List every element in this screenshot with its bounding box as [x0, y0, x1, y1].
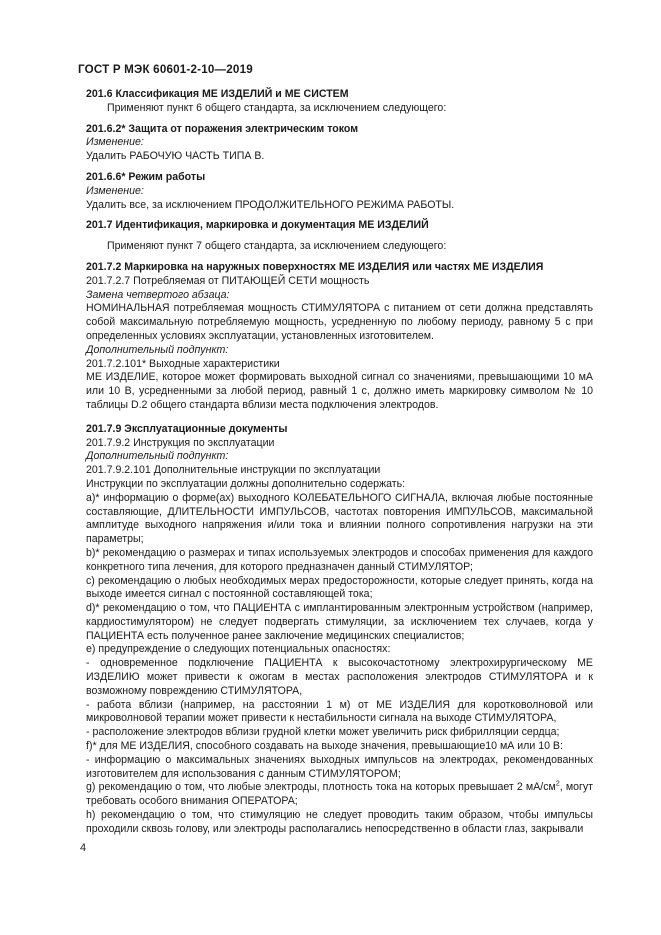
subsection-title: 201.7.9.2.101 Дополнительные инструкции по эксплуатации: [86, 464, 381, 477]
list-item-c: c) рекомендацию о любых необходимых мерах предосторожности, которые следует принять, когда на выходе имеется сигнал с постоянной составляющей тока;: [86, 574, 593, 601]
subsection-title: 201.7.2.101* Выходные характеристики: [86, 357, 280, 370]
list-subitem: - одновременное подключение ПАЦИЕНТА к высокочастотному электрохирургическому МЕ ИЗДЕЛИЮ может привести к ожогам в местах расположения электродов СТИМУЛЯТОРА и к возможному повреждению СТИМУЛЯТОРА,: [86, 657, 593, 697]
list-item-a: a)* информацию о форме(ах) выходного КОЛЕБАТЕЛЬНОГО СИГНАЛА, включая любые постоянные составляющие, ДЛИТЕЛЬНОСТИ ИМПУЛЬСОВ, частотах повторения ИМПУЛЬСОВ, максимальной амплитуде выходного напряжения и/или тока и влиянии полного сопротивления нагрузки на эти параметры;: [86, 491, 593, 546]
paragraph: НОМИНАЛЬНАЯ потребляемая мощность СТИМУЛЯТОРА с питанием от сети должна представлять собой максимальную потребляемую мощность, усредненную по любому периоду, равному 5 с при определенных условиях эксплуатации, установленных изготовителем.: [86, 302, 593, 342]
document-header: ГОСТ Р МЭК 60601-2-10—2019: [78, 63, 253, 76]
paragraph: Инструкции по эксплуатации должны дополнительно содержать:: [86, 477, 406, 490]
paragraph: МЕ ИЗДЕЛИЕ, которое может формировать выходной сигнал со значениями, превышающими 10 мА или 10 В, усредненными за любой период, равный 1 с, должно иметь маркировку символом № 10 таблицы D.2 общего стандарта вблизи места подключения электродов.: [86, 371, 593, 411]
subsection-title: 201.7.2.7 Потребляемая от ПИТАЮЩЕЙ СЕТИ мощность: [86, 274, 370, 287]
italic-note: Дополнительный подпункт:: [86, 450, 229, 463]
section-heading-201-7-9: 201.7.9 Эксплуатационные документы: [86, 422, 288, 435]
page-number: 4: [80, 842, 87, 854]
document-body: [86, 88, 593, 837]
list-item-h: h) рекомендацию о том, что стимуляцию не следует проводить таким образом, чтобы импульсы проходили сквозь голову, или электроды располагались непосредственно в области глаз, закрывали: [86, 809, 593, 835]
italic-note: Изменение:: [86, 184, 144, 197]
italic-note: Дополнительный подпункт:: [86, 343, 229, 356]
list-item-f: f)* для МЕ ИЗДЕЛИЯ, способного создавать на выходе значения, превышающие10 мА или 10 В:: [86, 740, 563, 753]
section-heading-201-7: 201.7 Идентификация, маркировка и документация МЕ ИЗДЕЛИЙ: [86, 219, 429, 232]
paragraph: Применяют пункт 7 общего стандарта, за исключением следующего:: [107, 240, 447, 253]
list-item-g: [86, 781, 593, 809]
paragraph: Удалить все, за исключением ПРОДОЛЖИТЕЛЬНОГО РЕЖИМА РАБОТЫ.: [86, 198, 455, 211]
italic-note: Замена четвертого абзаца:: [86, 288, 230, 301]
subsection-title: 201.7.9.2 Инструкция по эксплуатации: [86, 436, 275, 449]
italic-note: Изменение:: [86, 136, 144, 149]
superscript: 2: [555, 780, 560, 788]
list-item-b: b)* рекомендацию о размерах и типах используемых электродов и способах применения для каждого конкретного типа лечения, для которого предназначен данный СТИМУЛЯТОР;: [86, 546, 593, 573]
list-subitem: - информацию о максимальных значениях выходных импульсов на электродах, рекомендованных изготовителем для использования с данным СТИМУЛЯТОРОМ;: [86, 753, 593, 780]
list-subitem: - расположение электродов вблизи грудной клетки может увеличить риск фибрилляции сердца;: [86, 726, 560, 739]
section-heading-201-6-2: 201.6.2* Защита от поражения электрическим током: [86, 122, 359, 135]
paragraph: Удалить РАБОЧУЮ ЧАСТЬ ТИПА B.: [86, 150, 265, 163]
list-item-g-text: g) рекомендацию о том, что любые электроды, плотность тока на которых превышает 2 мА/см: [86, 781, 556, 794]
paragraph: Применяют пункт 6 общего стандарта, за исключением следующего:: [107, 101, 447, 114]
list-item-e: e) предупреждение о следующих потенциальных опасностях:: [86, 643, 391, 656]
list-subitem: - работа вблизи (например, на расстоянии 1 м) от МЕ ИЗДЕЛИЯ для коротковолновой или микроволновой терапии может привести к нестабильности сигнала на выходе СТИМУЛЯТОРА,: [86, 698, 593, 725]
section-heading-201-6-6: 201.6.6* Режим работы: [86, 170, 206, 183]
section-heading-201-6: 201.6 Классификация МЕ ИЗДЕЛИЙ и МЕ СИСТЕМ: [86, 88, 349, 100]
list-item-d: d)* рекомендацию о том, что ПАЦИЕНТА с имплантированным электронным устройством (например, кардиостимулятором) не следует подвергать стимуляции, за исключением тех случаев, когда у ПАЦИЕНТА есть полученное ранее заключение медицинских специалистов;: [86, 602, 593, 642]
section-heading-201-7-2: 201.7.2 Маркировка на наружных поверхностях МЕ ИЗДЕЛИЯ или частях МЕ ИЗДЕЛИЯ: [86, 260, 544, 273]
list-item-g-tail: , могут требовать особого внимания ОПЕРАТОРА;: [86, 781, 594, 808]
